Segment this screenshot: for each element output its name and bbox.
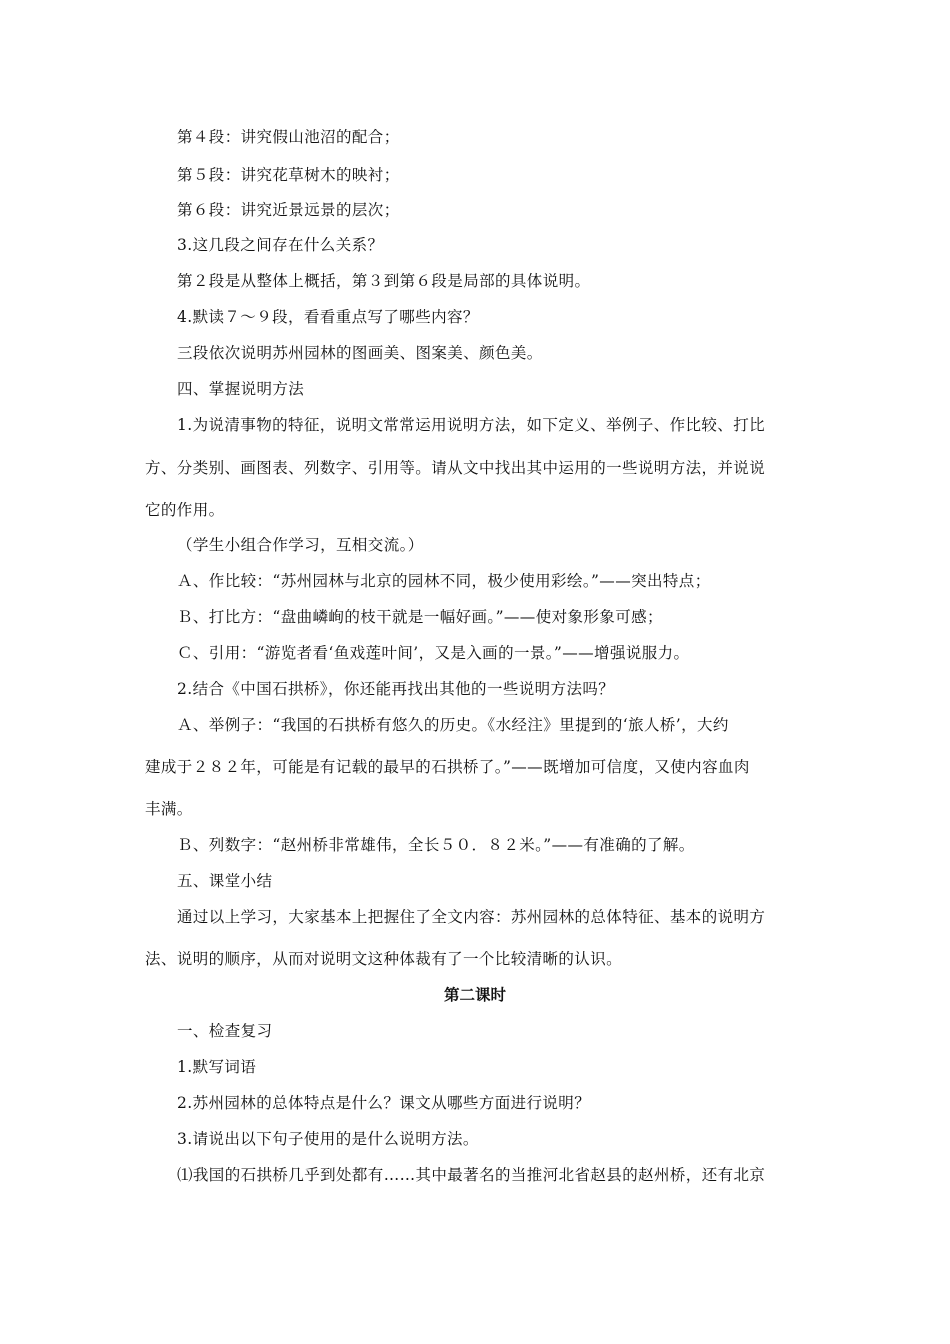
text-line: 第５段：讲究花草树木的映衬； [177, 166, 400, 184]
text-line: （学生小组合作学习，互相交流。） [177, 536, 424, 554]
text-line: Ａ、作比较：“苏州园林与北京的园林不同，极少使用彩绘。”——突出特点； [177, 572, 711, 590]
text-line: ⑴我国的石拱桥几乎到处都有……其中最著名的当推河北省赵县的赵州桥，还有北京 [177, 1166, 766, 1184]
text-line: 2.结合《中国石拱桥》，你还能再找出其他的一些说明方法吗？ [177, 680, 615, 698]
text-line: 2.苏州园林的总体特点是什么？课文从哪些方面进行说明？ [177, 1094, 591, 1112]
text-line: Ｂ、打比方：“盘曲嶙峋的枝干就是一幅好画。”——使对象形象可感； [177, 608, 663, 626]
section-heading: 四、掌握说明方法 [177, 380, 305, 398]
text-line: 第２段是从整体上概括，第３到第６段是局部的具体说明。 [177, 272, 591, 290]
section-heading: 五、课堂小结 [177, 872, 273, 890]
text-line: 1.为说清事物的特征，说明文常常运用说明方法，如下定义、举例子、作比较、打比 [177, 416, 765, 434]
text-line: 法、说明的顺序，从而对说明文这种体裁有了一个比较清晰的认识。 [145, 950, 623, 968]
text-line: 1.默写词语 [177, 1058, 257, 1076]
text-line: 第６段：讲究近景远景的层次； [177, 201, 400, 219]
text-line: 方、分类别、画图表、列数字、引用等。请从文中找出其中运用的一些说明方法，并说说 [145, 459, 766, 477]
text-line: 3.这几段之间存在什么关系？ [177, 236, 384, 254]
section-heading: 一、检查复习 [177, 1022, 273, 1040]
text-line: 建成于２８２年，可能是有记载的最早的石拱桥了。”——既增加可信度，又使内容血肉 [145, 758, 750, 776]
lesson-title: 第二课时 [443, 985, 506, 1004]
text-line: 通过以上学习，大家基本上把握住了全文内容：苏州园林的总体特征、基本的说明方 [177, 908, 766, 926]
text-line: Ｂ、列数字：“赵州桥非常雄伟，全长５０．８２米。”——有准确的了解。 [177, 836, 695, 854]
text-line: 丰满。 [145, 800, 193, 818]
text-line: 4.默读７～９段，看看重点写了哪些内容？ [177, 308, 479, 326]
text-line: 第４段：讲究假山池沼的配合； [177, 128, 400, 146]
text-line: 它的作用。 [145, 501, 225, 519]
text-line: Ｃ、引用：“游览者看‘鱼戏莲叶间’，又是入画的一景。”——增强说服力。 [177, 644, 690, 662]
text-line: 三段依次说明苏州园林的图画美、图案美、颜色美。 [177, 344, 543, 362]
text-line: 3.请说出以下句子使用的是什么说明方法。 [177, 1130, 479, 1148]
text-line: Ａ、举例子：“我国的石拱桥有悠久的历史。《水经注》里提到的‘旅人桥’，大约 [177, 716, 729, 734]
